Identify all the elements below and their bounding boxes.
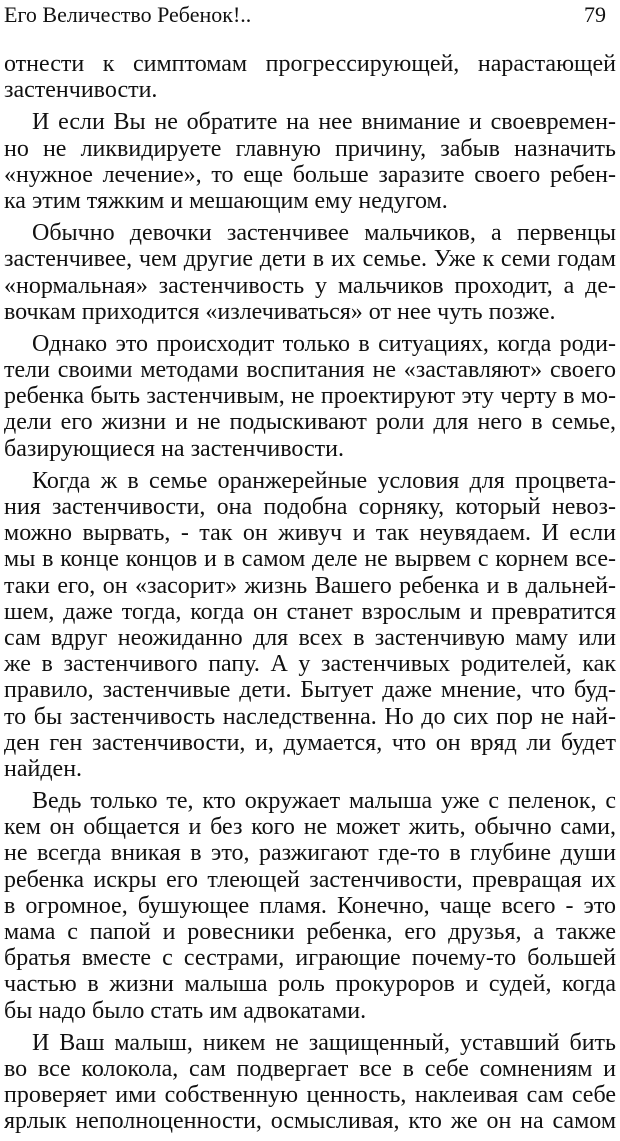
text-line: таки его, он «засорит» жизнь Вашего ребенка и в дальней-: [4, 572, 616, 599]
text-line: проверяет ими собственную ценность, наклеивая сам себе: [4, 1082, 616, 1109]
text-line: сам вдруг неожиданно для всех в застенчивую маму или: [4, 624, 616, 651]
text-line: ярлык неполноценности, осмысливая, кто же он на самом: [4, 1108, 616, 1135]
text-line: можно вырвать, - так он живуч и так неувядаем. И если: [4, 520, 616, 547]
paragraph: [4, 1030, 616, 1135]
paragraph: [4, 220, 616, 325]
text-line: во все колокола, сам подвергает все в себе сомнениям и: [4, 1055, 616, 1082]
paragraph: [4, 788, 616, 1024]
text-line: мы в конце концов и в самом деле не вырвем с корнем все-: [4, 546, 616, 573]
text-line: Ведь только те, кто окружает малыша уже с пеленок, с: [32, 788, 616, 815]
paragraph: [4, 109, 616, 214]
text-line: Когда ж в семье оранжерейные условия для процвета-: [32, 467, 616, 494]
text-line: ка этим тяжким и мешающим ему недугом.: [4, 187, 448, 214]
text-line: вочкам приходится «излечиваться» от нее чуть позже.: [4, 298, 556, 325]
text-line: «нужное лечение», то еще больше заразите своего ребен-: [4, 161, 616, 188]
text-line: то бы застенчивость наследственна. Но до сих пор не най-: [4, 703, 616, 730]
text-line: кем он общается и без кого не может жить, обычно сами,: [4, 814, 616, 841]
text-line: базирующиеся на застенчивости.: [4, 435, 344, 462]
text-line: правило, застенчивые дети. Бытует даже мнение, что буд-: [4, 677, 616, 704]
text-line: в огромное, бушующее пламя. Конечно, чаще всего - это: [4, 892, 616, 919]
text-line: братья вместе с сестрами, играющие почему-то большей: [4, 945, 616, 972]
text-line: не всегда вникая в это, разжигают где-то в глубине души: [4, 840, 616, 867]
paragraph: [4, 468, 616, 782]
text-line: но не ликвидируете главную причину, забыв назначить: [4, 135, 616, 162]
text-line: найден.: [4, 755, 83, 782]
text-line: мама с папой и ровесники ребенка, его друзья, а также: [4, 919, 616, 945]
text-line: тели своими методами воспитания не «заставляют» своего: [4, 357, 616, 384]
body-text: [4, 51, 616, 1141]
text-line: ния застенчивости, она подобна сорняку, который невоз-: [4, 494, 616, 520]
text-line: застенчивее, чем другие дети в их семье. Уже к семи годам: [4, 246, 616, 273]
text-line: застенчивости.: [4, 77, 158, 104]
text-line: отнести к симптомам прогрессирующей, нарастающей: [4, 51, 616, 77]
text-line: шем, даже тогда, когда он станет взрослым и превратится: [4, 598, 616, 625]
text-line: ден ген застенчивости, и, думается, что он вряд ли будет: [4, 729, 616, 756]
text-line: ребенка быть застенчивым, не проектируют эту черту в мо-: [4, 383, 616, 410]
text-line: дели его жизни и не подыскивают роли для него в семье,: [4, 409, 616, 436]
text-line: ребенка искры его тлеющей застенчивости, превращая их: [4, 866, 616, 893]
text-line: бы надо было стать им адвокатами.: [4, 997, 367, 1024]
text-line: И Ваш малыш, никем не защищенный, уставший бить: [32, 1029, 616, 1056]
text-line: Однако это происходит только в ситуациях, когда роди-: [32, 330, 616, 357]
running-header: [0, 0, 620, 30]
text-line: И если Вы не обратите на нее внимание и своевремен-: [32, 109, 616, 136]
page-number: 79: [584, 2, 606, 27]
text-line: частью в жизни малыша роль прокуроров и судей, когда: [4, 971, 616, 998]
text-line: Обычно девочки застенчивее мальчиков, а первенцы: [32, 220, 616, 247]
text-line: «нормальная» застенчивость у мальчиков проходит, а де-: [4, 272, 616, 299]
text-line: же в застенчивого папу. А у застенчивых родителей, как: [4, 651, 616, 678]
running-title: Его Величество Ребенок!..: [4, 2, 252, 27]
paragraph: [4, 331, 616, 462]
paragraph: [4, 51, 616, 103]
